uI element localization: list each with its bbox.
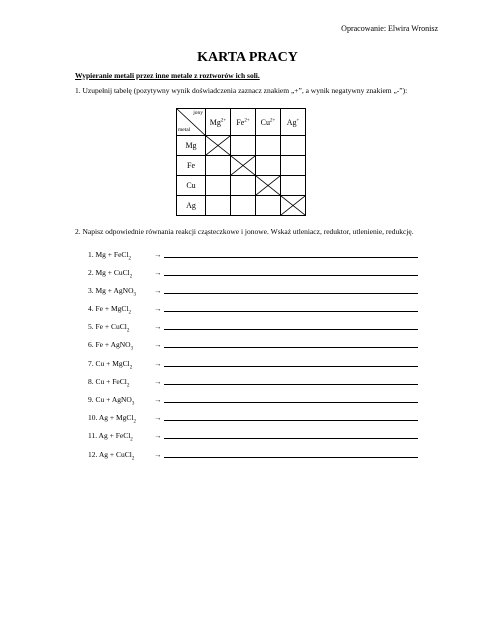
reaction-label: 7. Cu + MgCl	[88, 359, 130, 368]
subscript: 2	[131, 456, 135, 462]
answer-line[interactable]	[164, 366, 418, 367]
ion-header-cu	[256, 109, 281, 136]
reaction-label: 2. Mg + CuCl	[88, 268, 130, 277]
subscript: 2	[130, 437, 133, 443]
reaction-label: 3. Mg + AgNO	[88, 286, 134, 295]
arrow-icon: →	[154, 377, 162, 386]
author-note: Opracowanie: Elwira Wronisz	[341, 24, 438, 33]
reaction-label: 1. Mg + FeCl	[88, 250, 129, 259]
reaction-item	[88, 286, 164, 296]
table-header-row	[177, 109, 306, 136]
metal-label-cu: Cu	[177, 176, 206, 196]
table-row	[177, 156, 306, 176]
instruction-equations: 2. Napisz odpowiednie równania reakcji cząsteczkowe i jonowe. Wskaż utleniacz, reduktor, utlenienie, redukcję.	[75, 227, 414, 236]
ion-symbol: Ag	[286, 117, 297, 127]
answer-line[interactable]	[164, 457, 418, 458]
subscript: 2	[129, 365, 133, 371]
reaction-item	[88, 431, 164, 441]
ion-header-mg	[206, 109, 231, 136]
reaction-item	[88, 377, 164, 387]
arrow-icon: →	[154, 268, 162, 277]
answer-cell[interactable]	[206, 176, 231, 196]
cross-mark	[281, 196, 305, 215]
reaction-item	[88, 450, 164, 460]
reaction-item	[88, 250, 164, 260]
answer-cell[interactable]	[231, 196, 256, 216]
answer-line[interactable]	[164, 257, 418, 258]
subscript: 3	[131, 401, 135, 407]
ion-symbol: Fe	[236, 117, 245, 127]
answer-line[interactable]	[164, 311, 418, 312]
ion-header-ag	[281, 109, 306, 136]
reaction-item	[88, 359, 164, 369]
arrow-icon: →	[154, 304, 162, 313]
answer-cell[interactable]	[256, 136, 281, 156]
answer-cell[interactable]	[231, 136, 256, 156]
arrow-icon: →	[154, 395, 162, 404]
answer-line[interactable]	[164, 275, 418, 276]
arrow-icon: →	[154, 431, 162, 440]
reaction-label: 5. Fe + CuCl	[88, 322, 127, 331]
subscript: 2	[128, 310, 131, 316]
ion-symbol: Cu	[260, 117, 270, 127]
reaction-item	[88, 340, 164, 350]
crossed-cell	[231, 156, 256, 176]
cross-mark	[231, 156, 255, 175]
reaction-label: 4. Fe + MgCl	[88, 304, 129, 313]
ion-charge: 2+	[220, 117, 227, 123]
crossed-cell	[281, 196, 306, 216]
corner-label-ions: jony	[193, 110, 203, 116]
crossed-cell	[256, 176, 281, 196]
ion-charge: +	[296, 117, 300, 123]
subscript: 2	[126, 328, 130, 334]
answer-line[interactable]	[164, 329, 418, 330]
reaction-item	[88, 413, 164, 423]
reaction-item	[88, 304, 164, 314]
answer-cell[interactable]	[281, 156, 306, 176]
answer-cell[interactable]	[206, 196, 231, 216]
reaction-label: 8. Cu + FeCl	[88, 377, 127, 386]
page-title: KARTA PRACY	[197, 50, 298, 65]
subscript: 3	[133, 292, 136, 298]
answer-line[interactable]	[164, 293, 418, 294]
subscript: 2	[129, 274, 133, 280]
subscript: 2	[126, 383, 130, 389]
answer-line[interactable]	[164, 347, 418, 348]
ion-charge: 2+	[270, 117, 276, 123]
arrow-icon: →	[154, 286, 162, 295]
reaction-item	[88, 395, 164, 405]
arrow-icon: →	[154, 250, 162, 259]
reaction-label: 12. Ag + CuCl	[88, 450, 132, 459]
ion-header-fe	[231, 109, 256, 136]
subscript: 3	[130, 346, 134, 352]
reaction-item	[88, 268, 164, 278]
arrow-icon: →	[154, 359, 162, 368]
answer-line[interactable]	[164, 420, 418, 421]
corner-label-metal: metal	[178, 127, 191, 133]
table-corner-cell	[177, 109, 206, 136]
instruction-table: 1. Uzupełnij tabelę (pozytywny wynik doświadczenia zaznacz znakiem „+”, a wynik negatywny znakiem „-”):	[75, 86, 408, 95]
table-row	[177, 196, 306, 216]
metal-label-fe: Fe	[177, 156, 206, 176]
results-table	[176, 108, 306, 216]
reaction-label: 11. Ag + FeCl	[88, 431, 131, 440]
answer-cell[interactable]	[231, 176, 256, 196]
crossed-cell	[206, 136, 231, 156]
answer-line[interactable]	[164, 384, 418, 385]
answer-line[interactable]	[164, 438, 418, 439]
table-row	[177, 136, 306, 156]
section-subtitle: Wypieranie metali przez inne metale z roztworów ich soli.	[75, 71, 260, 80]
reaction-label: 9. Cu + AgNO	[88, 395, 132, 404]
arrow-icon: →	[154, 413, 162, 422]
ion-symbol: Mg	[209, 117, 221, 127]
answer-cell[interactable]	[281, 136, 306, 156]
subscript: 2	[128, 256, 131, 262]
arrow-icon: →	[154, 322, 162, 331]
table-row	[177, 176, 306, 196]
reaction-label: 6. Fe + AgNO	[88, 340, 131, 349]
answer-cell[interactable]	[256, 156, 281, 176]
arrow-icon: →	[154, 450, 162, 459]
answer-line[interactable]	[164, 402, 418, 403]
ion-charge: 2+	[244, 117, 250, 123]
metal-label-mg: Mg	[177, 136, 206, 156]
cross-mark	[256, 176, 280, 195]
arrow-icon: →	[154, 340, 162, 349]
cross-mark	[206, 136, 230, 155]
answer-cell[interactable]	[206, 156, 231, 176]
answer-cell[interactable]	[281, 176, 306, 196]
reaction-label: 10. Ag + MgCl	[88, 413, 134, 422]
metal-label-ag: Ag	[177, 196, 206, 216]
answer-cell[interactable]	[256, 196, 281, 216]
subscript: 2	[133, 419, 136, 425]
reaction-item	[88, 322, 164, 332]
